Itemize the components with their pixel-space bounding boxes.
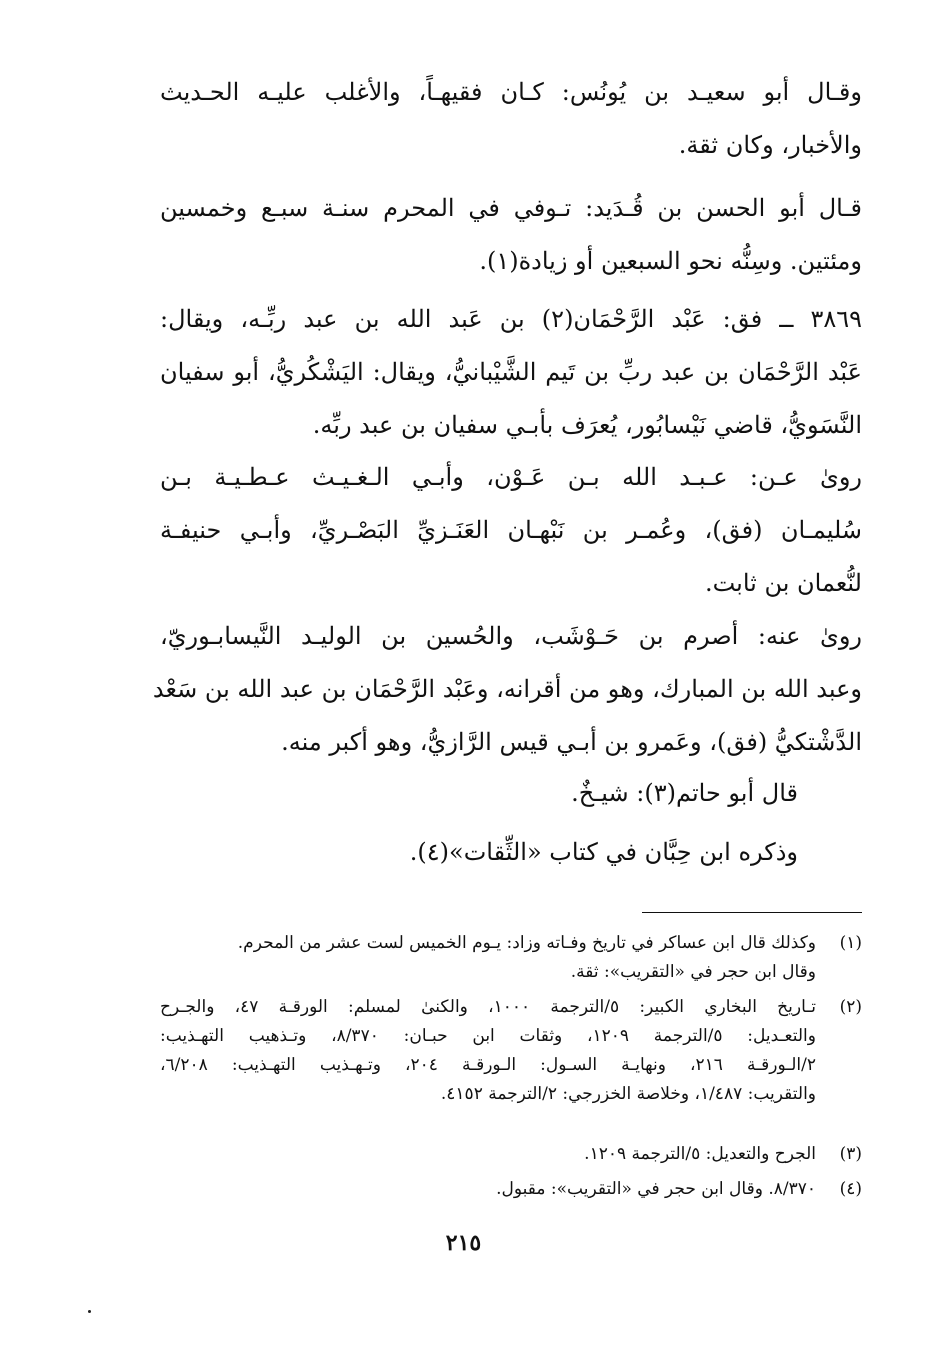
footnote-2	[160, 993, 862, 1109]
paragraph-narrated-from	[160, 451, 862, 610]
paragraph-abu-hatim	[160, 767, 862, 820]
text-line: النَّسَويُّ، قاضي نَيْسابُور، يُعرَف بأبـي سفيان بن عبد ربِّه.	[312, 411, 862, 439]
paragraph-narrated-by	[152, 610, 862, 769]
text-line: لنُّعمان بن ثابت.	[704, 569, 862, 597]
footnote-line: والتقريب: ١/٤٨٧، وخلاصة الخزرجي: ٢/الترجمة ٤١٥٢.	[440, 1084, 816, 1104]
text-line: وعبد الله بن المبارك، وهو من أقرانه، وعَبْد الرَّحْمَان بن عبد الله بن سَعْد	[152, 675, 862, 703]
text-line: والأخبار، وكان ثقة.	[678, 131, 862, 159]
footnote-line: ٢/الـورقـة ٢١٦، ونهايـة السـول: الـورقـة ٢٠٤، وتـهـذيب التهـذيب: ٦/٢٠٨،	[160, 1055, 816, 1075]
text-line: الدَّشْتكيُّ (فق)، وعَمرو بن أبـي قيس الرَّازيُّ، وهو أكبر منه.	[281, 728, 862, 756]
text-line: روىٰ عنه: أصرم بن حَـوْشَب، والحُسين بن الوليـد النَّيسابـوريّ،	[160, 622, 862, 650]
footnote-3	[160, 1140, 862, 1169]
footnote-1	[160, 929, 862, 987]
footnote-line: الجرح والتعديل: ٥/الترجمة ١٢٠٩.	[584, 1144, 816, 1164]
footnote-line: ٨/٣٧٠. وقال ابن حجر في «التقريب»: مقبول.	[496, 1179, 816, 1199]
entry-3869	[160, 293, 862, 452]
text-line: عَبْد الرَّحْمَان بن عبد ربِّ بن تَيم الشَّيْبانيُّ، ويقال: اليَشْكُريُّ، أبو سفيان	[160, 358, 862, 386]
text-line: قال أبو حاتم(٣): شيـخٌ.	[571, 779, 798, 807]
text-line: وقـال أبو سعيـد بن يُونُس: كـان فقيهـاً، والأغلب عليـه الحـديث	[160, 78, 862, 106]
footnote-number: (٤)	[839, 1179, 862, 1199]
paragraph-ibn-hibban	[160, 826, 862, 879]
footnote-number: (٣)	[839, 1144, 862, 1164]
footnote-line: وقال ابن حجر في «التقريب»: ثقة.	[570, 962, 816, 982]
footnote-number: (١)	[839, 933, 862, 953]
text-line: ٣٨٦٩ ــ فق: عَبْد الرَّحْمَان(٢) بن عَبد الله بن عبد ربِّـه، ويقال:	[160, 305, 863, 333]
footnote-number: (٢)	[839, 997, 862, 1017]
paragraph-ibn-qudayd	[160, 182, 862, 288]
footnote-separator	[642, 912, 862, 913]
paragraph-ibn-yunus	[160, 66, 862, 172]
text-line: سُليمـان (فق)، وعُمـر بن نَبْهـان العَنَـزيِّ البَصْـريِّ، وأبـي حنيفـة	[160, 516, 862, 544]
text-line: روىٰ عـن: عـبـد الله بـن عَـوْن، وأبـي الـغـيـث عـطـيـة بـن	[160, 463, 862, 491]
scan-speck	[88, 1310, 91, 1313]
footnote-line: والتعـديل: ٥/الترجمة ١٢٠٩، وثقات ابن حبـان: ٨/٣٧٠، وتـذهيب التهـذيب:	[160, 1026, 816, 1046]
footnote-4	[160, 1175, 862, 1204]
page-number: ٢١٥	[445, 1230, 482, 1256]
footnote-line: وكذلك قال ابن عساكر في تاريخ وفـاته وزاد: يـوم الخميس لست عشر من المحرم.	[237, 933, 816, 953]
text-line: وذكره ابن حِبَّان في كتاب «الثِّقات»(٤).	[409, 838, 798, 866]
footnote-line: تـاريخ البخاري الكبير: ٥/الترجمة ١٠٠٠، والكنىٰ لمسلم: الورقـة ٤٧، والجـرح	[160, 997, 816, 1017]
text-line: ومئتين. وسِنُّه نحو السبعين أو زيادة(١).	[479, 247, 862, 275]
text-line: قـال أبو الحسن بن قُـدَيد: تـوفي في المحرم سنـة سبـع وخمسين	[160, 194, 862, 222]
